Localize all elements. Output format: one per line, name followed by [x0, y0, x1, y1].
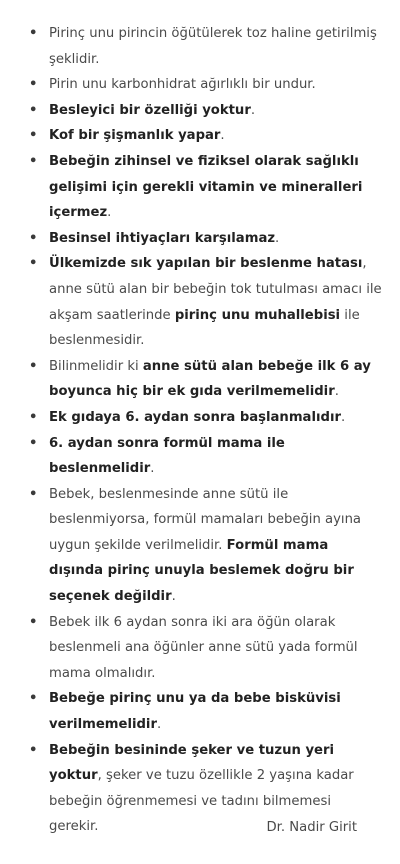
list-item: [29, 21, 384, 72]
bullet-icon: •: [29, 230, 38, 246]
bullet-icon: •: [29, 153, 38, 169]
body-text: Pirin unu karbonhidrat ağırlıklı bir undur.: [49, 77, 316, 93]
emphasis-text: pirinç unu muhallebisi: [174, 307, 341, 323]
bullet-icon: •: [29, 614, 38, 630]
body-text: Bebek ilk 6 aydan sonra iki ara öğün olarak beslenmeli ana öğünler anne sütü yada formül mama olmalıdır.: [49, 614, 358, 681]
bullet-icon: •: [29, 409, 38, 425]
list-item: [29, 123, 384, 149]
bullet-icon: •: [29, 691, 38, 707]
list-item: [29, 226, 384, 252]
body-text: .: [250, 102, 256, 118]
emphasis-text: Bebeğe pirinç unu ya da bebe bisküvisi verilmemelidir: [49, 691, 341, 733]
list-item: [29, 98, 384, 124]
emphasis-text: Formül mama dışında pirinç unuyla beslemek doğru bir seçenek değildir: [49, 537, 354, 605]
body-text: ile beslenmesidir.: [49, 307, 360, 349]
bullet-icon: •: [29, 128, 38, 144]
body-text: , şeker ve tuzu özellikle 2 yaşına kadar bebeğin öğrenmemesi ve tadını bilmemesi gerekir.: [49, 768, 354, 835]
emphasis-text: Ülkemizde sık yapılan bir beslenme hatası: [49, 256, 363, 272]
body-text: .: [150, 461, 155, 477]
list-item: [29, 354, 384, 405]
list-item: [29, 482, 384, 610]
list-item: [29, 431, 384, 482]
bullet-icon: •: [29, 77, 38, 93]
author-signature: Dr. Nadir Girit: [266, 820, 357, 835]
emphasis-text: Bebeğin zihinsel ve fiziksel olarak sağlıklı gelişimi için gerekli vitamin ve mineralleri içermez: [49, 153, 363, 221]
body-text: , anne sütü alan bir bebeğin tok tutulması amacı ile akşam saatlerinde: [49, 256, 382, 323]
bullet-icon: •: [29, 358, 38, 374]
body-text: Pirinç unu pirincin öğütülerek toz haline getirilmiş şeklidir.: [49, 26, 377, 67]
body-text: Bilinmelidir ki: [49, 358, 143, 374]
emphasis-text: Bebeğin besininde şeker ve tuzun yeri yoktur: [49, 742, 335, 784]
body-text: .: [156, 717, 162, 733]
list-item: [29, 405, 384, 431]
body-text: .: [171, 589, 176, 605]
body-text: .: [275, 230, 280, 246]
emphasis-text: Besleyici bir özelliği yoktur: [49, 102, 251, 118]
body-text: .: [340, 409, 346, 425]
list-item: [29, 149, 384, 226]
bullet-icon: •: [29, 26, 38, 41]
bullet-icon: •: [29, 486, 38, 502]
emphasis-text: Besinsel ihtiyaçları karşılamaz: [49, 230, 276, 246]
emphasis-text: 6. aydan sonra formül mama ile beslenmelidir: [49, 435, 285, 477]
bullet-icon: •: [29, 256, 38, 272]
body-text: .: [220, 128, 225, 144]
body-text: .: [334, 384, 339, 400]
bullet-icon: •: [29, 435, 38, 451]
emphasis-text: Kof bir şişmanlık yapar: [49, 128, 221, 144]
body-text: .: [107, 205, 112, 221]
list-item: [29, 251, 384, 353]
body-text: Bebek, beslenmesinde anne sütü ile beslenmiyorsa, formül mamaları bebeğin ayına uygun şekilde verilmelidir.: [49, 486, 362, 553]
bullet-icon: •: [29, 102, 38, 118]
emphasis-text: Ek gıdaya 6. aydan sonra başlanmalıdır: [49, 409, 341, 425]
bullet-icon: •: [29, 742, 38, 758]
emphasis-text: anne sütü alan bebeğe ilk 6 ay boyunca hiç bir ek gıda verilmemelidir: [49, 358, 371, 400]
list-item: [29, 72, 384, 98]
list-item: [29, 686, 384, 737]
list-item: [29, 610, 384, 687]
